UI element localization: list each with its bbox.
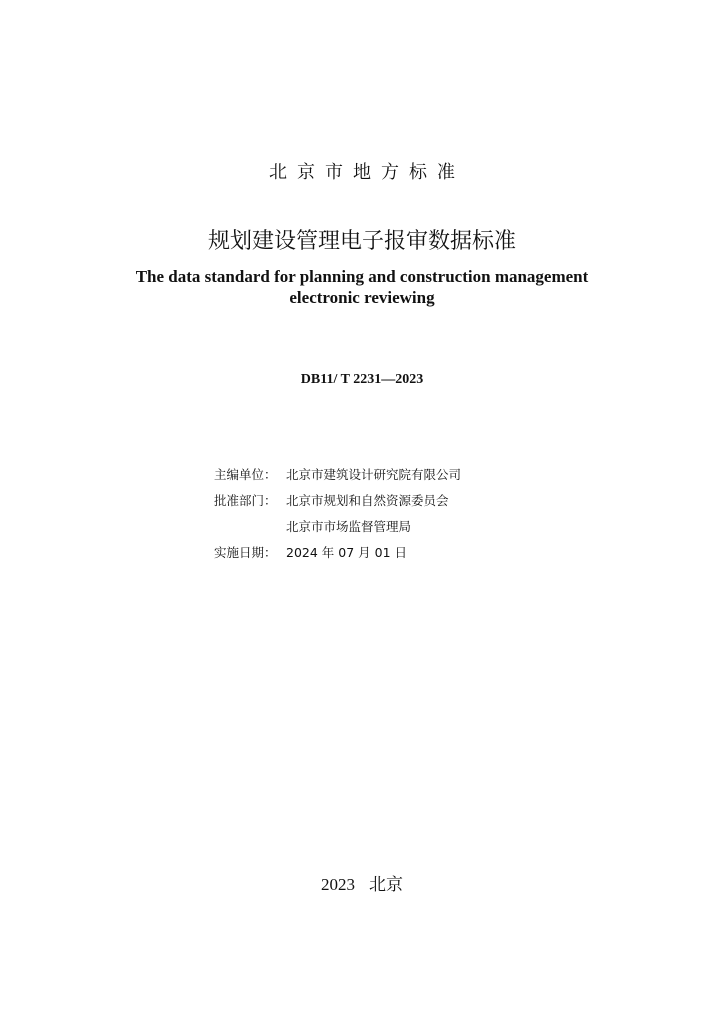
editor-label: 主编单位：: [214, 467, 277, 482]
english-title-line-2: electronic reviewing: [289, 288, 435, 307]
date-row: [214, 540, 461, 566]
editor-row: [214, 462, 461, 488]
approver-row: [214, 488, 461, 514]
editor-value: 北京市建筑设计研究院有限公司: [286, 467, 462, 482]
standard-code: DB11/ T 2231—2023: [300, 372, 424, 387]
info-block: [214, 462, 461, 566]
empty-label: [214, 514, 286, 540]
footer-year: 2023: [321, 875, 355, 894]
english-title-line-1: The data standard for planning and construction management: [135, 267, 589, 286]
chinese-title: 规划建设管理电子报审数据标准: [207, 229, 516, 254]
approver-value-2: 北京市市场监督管理局: [286, 519, 412, 534]
footer-city: 北京: [369, 875, 403, 895]
footer: [0, 870, 724, 895]
local-standard-heading: 北京市地方标准: [269, 162, 465, 183]
date-label: 实施日期：: [214, 545, 277, 560]
date-value: 2024 年 07 月 01 日: [286, 545, 407, 560]
approver-value-1: 北京市规划和自然资源委员会: [286, 493, 449, 508]
approver-label: 批准部门：: [214, 493, 277, 508]
approver-row-2: [214, 514, 461, 540]
english-title: [40, 266, 684, 308]
